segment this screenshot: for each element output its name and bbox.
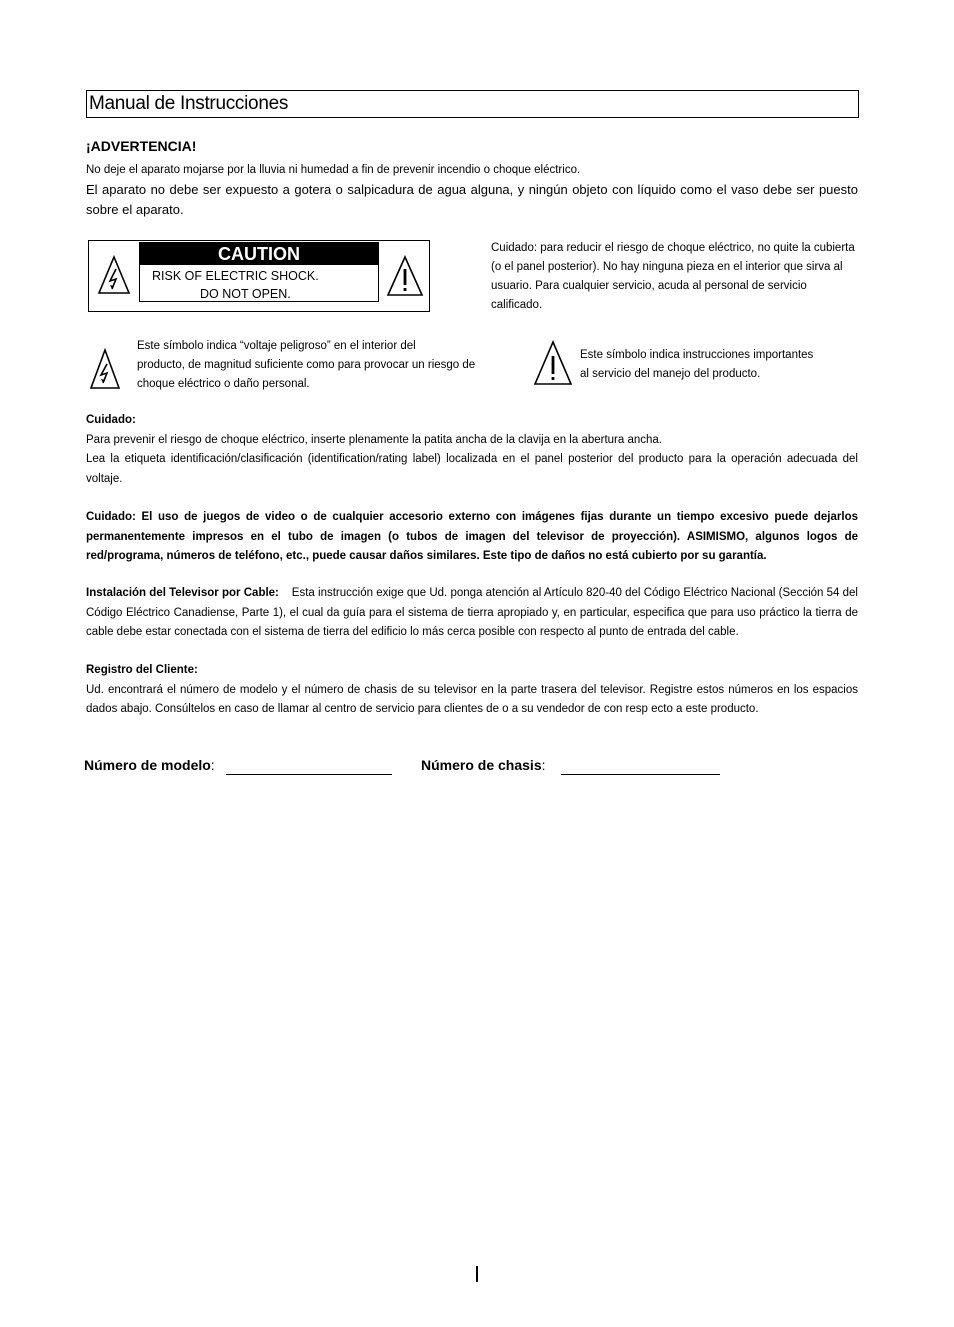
warning-line2: El aparato no debe ser expuesto a gotera o salpicadura de agua alguna, y ningún objeto con líquido como el vaso debe ser puesto sobre el aparato. bbox=[86, 182, 858, 217]
page-title-box bbox=[86, 90, 859, 118]
chassis-number-label: Número de chasis bbox=[421, 757, 542, 773]
model-number-field[interactable] bbox=[226, 774, 392, 775]
cuidado-line1: Para prevenir el riesgo de choque eléctrico, inserte plenamente la patita ancha de la clavija en la abertura ancha. bbox=[86, 433, 662, 446]
cable-heading: Instalación del Televisor por Cable: bbox=[86, 587, 279, 599]
caution-side-text: Cuidado: para reducir el riesgo de choque eléctrico, no quite la cubierta (o el panel posterior). No hay ninguna pieza en el interior que sirva al usuario. Para cualquier servicio, acuda al personal de servicio calificado. bbox=[491, 242, 855, 311]
page-title: Manual de Instrucciones bbox=[89, 93, 289, 114]
exclamation-triangle-icon bbox=[386, 255, 424, 297]
cable-section bbox=[86, 584, 858, 643]
exclamation-text-line2: al servicio del manejo del producto. bbox=[580, 368, 761, 380]
caution-title: CAUTION bbox=[140, 243, 378, 265]
caution-text bbox=[140, 267, 378, 303]
exclamation-symbol-text bbox=[580, 346, 858, 384]
cuidado-section bbox=[86, 411, 858, 489]
cuidado-heading: Cuidado: bbox=[86, 414, 136, 426]
exclamation-symbol-icon bbox=[533, 340, 573, 386]
lightning-triangle-icon bbox=[97, 255, 131, 295]
registro-text: Ud. encontrará el número de modelo y el número de chasis de su televisor en la parte trasera del televisor. Registre estos números en los espacios dados abajo. Consúltelos en caso de llamar al centro de servicio para clientes de o a su vendedor de con resp ecto a este producto. bbox=[86, 683, 858, 715]
lightning-text-line1: Este símbolo indica “voltaje peligroso” en el interior del bbox=[137, 340, 416, 352]
warning-line1: No deje el aparato mojarse por la lluvia ni humedad a fin de prevenir incendio o choque eléctrico. bbox=[86, 164, 581, 176]
lightning-symbol-text bbox=[137, 337, 497, 394]
caution-label bbox=[88, 240, 430, 312]
exclamation-text-line1: Este símbolo indica instrucciones importantes bbox=[580, 349, 814, 361]
page-number-mark bbox=[476, 1266, 478, 1282]
lightning-text-line3: choque eléctrico o daño personal. bbox=[137, 378, 310, 390]
model-number-colon: : bbox=[210, 757, 215, 773]
lightning-text-line2: producto, de magnitud suficiente como para provocar un riesgo de bbox=[137, 359, 476, 371]
caution-line2: DO NOT OPEN. bbox=[200, 287, 291, 301]
chassis-number-field[interactable] bbox=[561, 774, 720, 775]
caution-line1: RISK OF ELECTRIC SHOCK. bbox=[152, 269, 319, 283]
caution-panel bbox=[139, 242, 379, 302]
cuidado-video-games: Cuidado: El uso de juegos de video o de cualquier accesorio externo con imágenes fijas durante un tiempo excesivo puede dejarlos permanentemente impresos en el tubo de imagen (o tubos de imagen del televisor de proyección). ASIMISMO, algunos logos de red/programa, números de teléfono, etc., puede causar daños similares. Este tipo de daños no está cubierto por su garantía. bbox=[86, 511, 858, 562]
lightning-symbol-icon bbox=[89, 348, 121, 390]
cuidado-line2: Lea la etiqueta identificación/clasificación (identification/rating label) localizada en el panel posterior del producto para la operación adecuada del voltaje. bbox=[86, 453, 858, 485]
registro-heading: Registro del Cliente: bbox=[86, 664, 198, 676]
chassis-number-label-group bbox=[421, 757, 546, 775]
model-number-label: Número de modelo bbox=[84, 757, 211, 773]
cable-text: Esta instrucción exige que Ud. ponga atención al Artículo 820-40 del Código Eléctrico Nacional (Sección 54 del Código Eléctrico Canadiense, Parte 1), el cual da guía para el sistema de tierra apropiado y, en particular, especifica que para uso práctico la tierra de cable debe estar conectada con el sistema de tierra del edificio lo más cerca posible con respecto al punto de entrada del cable. bbox=[86, 587, 858, 638]
model-number-label-group bbox=[84, 757, 215, 775]
registro-section bbox=[86, 661, 858, 720]
warning-heading: ¡ADVERTENCIA! bbox=[86, 138, 197, 154]
chassis-number-colon: : bbox=[541, 757, 546, 773]
